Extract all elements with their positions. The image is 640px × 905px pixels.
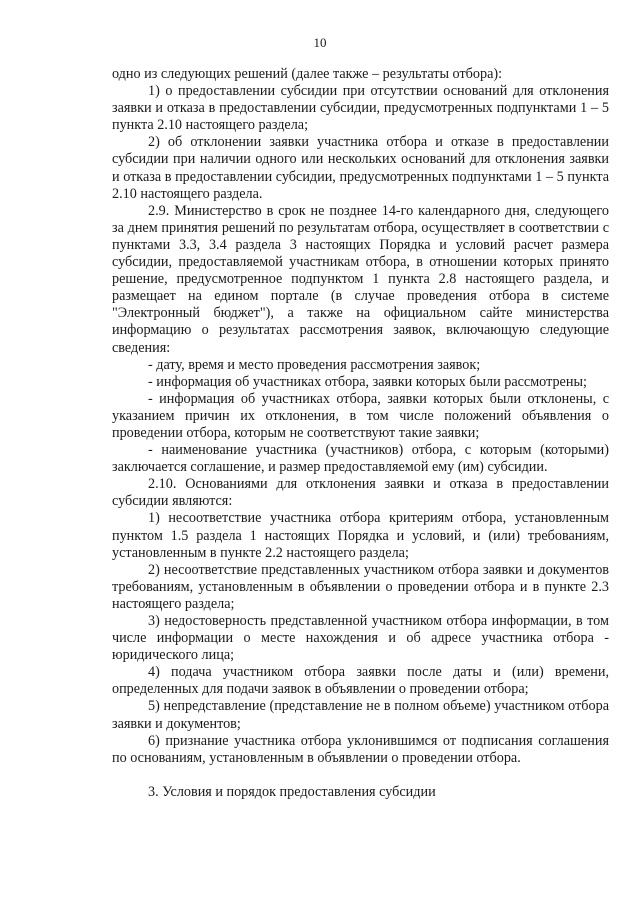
rejection-ground-2: 2) несоответствие представленных участником отбора заявки и документов требованиям, установленным в объявлении о проведении отбора и в пункте 2.3 настоящего раздела; xyxy=(112,561,609,612)
paragraph-clause-2-9: 2.9. Министерство в срок не позднее 14-го календарного дня, следующего за днем принятия решений по результатам отбора, осуществляет в соответствии с пунктами 3.3, 3.4 раздела 3 настоящих Порядка и условий расчет размера субсидии, предоставляемой участникам отбора, в отношении которых принято решение, предусмотренное подпунктом 1 пункта 2.8 настоящего раздела, и размещает на едином портале (в случае проведения отбора в системе "Электронный бюджет"), а также на официальном сайте министерства информацию о результатах рассмотрения заявок, включающую следующие сведения: xyxy=(112,202,609,356)
list-item-agreement-participants: - наименование участника (участников) отбора, с которым (которыми) заключается соглашение, и размер предоставляемой ему (им) субсидии. xyxy=(112,442,609,476)
document-body xyxy=(112,66,609,801)
rejection-ground-6: 6) признание участника отбора уклонившимся от подписания соглашения по основаниям, установленным в объявлении о проведении отбора. xyxy=(112,732,609,766)
rejection-ground-3: 3) недостоверность представленной участником отбора информации, в том числе информации о месте нахождения и об адресе участника отбора - юридического лица; xyxy=(112,613,609,664)
rejection-ground-1: 1) несоответствие участника отбора критериям отбора, установленным пунктом 1.5 раздела 1 настоящих Порядка и условий, и (или) требованиям, установленным в пункте 2.2 настоящего раздела; xyxy=(112,510,609,561)
rejection-ground-5: 5) непредставление (представление не в полном объеме) участником отбора заявки и документов; xyxy=(112,698,609,732)
list-item-reviewed-participants: - информация об участниках отбора, заявки которых были рассмотрены; xyxy=(148,373,587,390)
list-item-date-time-place: - дату, время и место проведения рассмотрения заявок; xyxy=(148,356,481,373)
paragraph-decision-2: 2) об отклонении заявки участника отбора и отказе в предоставлении субсидии при наличии одного или нескольких оснований для отклонения заявки и отказа в предоставлении субсидии, предусмотренных подпунктами 1 – 5 пункта 2.10 настоящего раздела. xyxy=(112,134,609,202)
rejection-ground-4: 4) подача участником отбора заявки после даты и (или) времени, определенных для подачи заявок в объявлении о проведении отбора; xyxy=(112,664,609,698)
paragraph-intro: одно из следующих решений (далее также – результаты отбора): xyxy=(112,66,503,82)
list-item-rejected-participants: - информация об участниках отбора, заявки которых были отклонены, с указанием причин их отклонения, в том числе положений объявления о проведении отбора, которым не соответствуют такие заявки; xyxy=(112,390,609,441)
section-heading: 3. Условия и порядок предоставления субсидии xyxy=(148,783,436,800)
page-number: 10 xyxy=(313,35,327,50)
blank-line xyxy=(112,767,609,784)
paragraph-clause-2-10: 2.10. Основаниями для отклонения заявки и отказа в предоставлении субсидии являются: xyxy=(112,476,609,510)
paragraph-decision-1: 1) о предоставлении субсидии при отсутствии оснований для отклонения заявки и отказа в предоставлении субсидии, предусмотренных подпунктами 1 – 5 пункта 2.10 настоящего раздела; xyxy=(112,83,609,134)
